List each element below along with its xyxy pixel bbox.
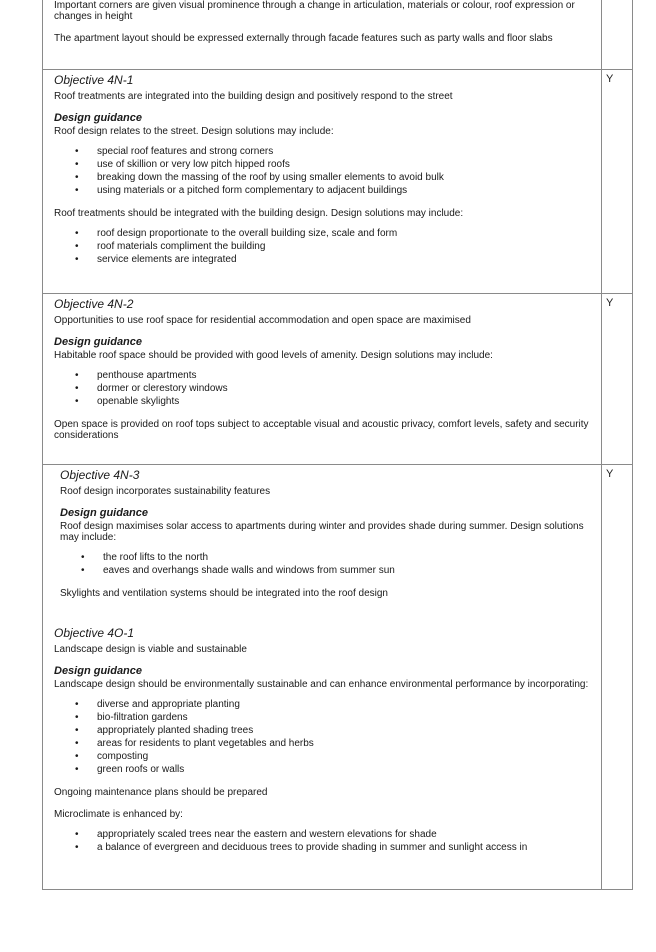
guidance-paragraph: Open space is provided on roof tops subject to acceptable visual and acoustic privacy, comfort levels, safety and security considerations xyxy=(54,419,589,441)
list-item: • using materials or a pitched form complementary to adjacent buildings xyxy=(54,184,594,197)
objective-statement: Roof design incorporates sustainability features xyxy=(60,486,271,497)
objective-title: Objective 4O-1 xyxy=(54,626,135,640)
intro-block xyxy=(54,0,594,44)
list-item: • the roof lifts to the north xyxy=(60,551,590,564)
design-guidance-heading: Design guidance xyxy=(54,665,143,677)
objective-statement: Opportunities to use roof space for residential accommodation and open space are maximised xyxy=(54,315,471,326)
design-guidance-heading: Design guidance xyxy=(54,336,143,348)
bullet-list xyxy=(60,551,590,577)
list-item: • areas for residents to plant vegetables and herbs xyxy=(54,737,594,750)
intro-paragraph: The apartment layout should be expressed externally through facade features such as party walls and floor slabs xyxy=(54,33,553,44)
compliance-mark: Y xyxy=(606,468,614,480)
objective-title: Objective 4N-3 xyxy=(60,468,140,482)
list-item: • dormer or clerestory windows xyxy=(54,382,594,395)
list-item: • bio-filtration gardens xyxy=(54,711,594,724)
objective-4n-1 xyxy=(54,73,594,266)
list-item: • service elements are integrated xyxy=(54,253,594,266)
guidance-intro: Landscape design should be environmentally sustainable and can enhance environmental performance by incorporating: xyxy=(54,679,589,690)
design-guidance-heading: Design guidance xyxy=(60,507,149,519)
table-right-border xyxy=(632,0,633,890)
list-item: • roof materials compliment the building xyxy=(54,240,594,253)
compliance-mark: Y xyxy=(606,297,614,309)
list-item: • composting xyxy=(54,750,594,763)
bullet-list xyxy=(54,145,594,197)
row-divider xyxy=(42,69,633,70)
objective-statement: Roof treatments are integrated into the building design and positively respond to the street xyxy=(54,91,453,102)
objective-4n-2 xyxy=(54,297,594,441)
bullet-list xyxy=(54,227,594,266)
list-item: • roof design proportionate to the overall building size, scale and form xyxy=(54,227,594,240)
table-bottom-border xyxy=(42,889,633,890)
list-item: • appropriately planted shading trees xyxy=(54,724,594,737)
guidance-intro: Roof design relates to the street. Design solutions may include: xyxy=(54,126,334,137)
guidance-intro: Habitable roof space should be provided with good levels of amenity. Design solutions may include: xyxy=(54,350,493,361)
list-item: • green roofs or walls xyxy=(54,763,594,776)
row-divider xyxy=(42,464,633,465)
list-item: • openable skylights xyxy=(54,395,594,408)
bullet-list xyxy=(54,369,594,408)
list-item: • special roof features and strong corners xyxy=(54,145,594,158)
list-item: • use of skillion or very low pitch hipped roofs xyxy=(54,158,594,171)
bullet-list xyxy=(54,828,594,854)
guidance-intro: Roof design maximises solar access to apartments during winter and provides shade during summer. Design solutions may include: xyxy=(60,521,584,543)
list-item: • appropriately scaled trees near the eastern and western elevations for shade xyxy=(54,828,594,841)
objective-4n-3 xyxy=(60,468,590,599)
guidance-paragraph: Roof treatments should be integrated with the building design. Design solutions may include: xyxy=(54,208,464,219)
table-left-border xyxy=(42,0,43,890)
objective-title: Objective 4N-1 xyxy=(54,73,134,87)
guidance-paragraph: Ongoing maintenance plans should be prepared xyxy=(54,787,268,798)
design-guidance-heading: Design guidance xyxy=(54,112,143,124)
objective-statement: Landscape design is viable and sustainable xyxy=(54,644,247,655)
list-item: • a balance of evergreen and deciduous trees to provide shading in summer and sunlight access in xyxy=(54,841,594,854)
list-item: • eaves and overhangs shade walls and windows from summer sun xyxy=(60,564,590,577)
list-item: • penthouse apartments xyxy=(54,369,594,382)
list-item: • breaking down the massing of the roof by using smaller elements to avoid bulk xyxy=(54,171,594,184)
objective-title: Objective 4N-2 xyxy=(54,297,134,311)
guidance-paragraph: Microclimate is enhanced by: xyxy=(54,809,183,820)
bullet-list xyxy=(54,698,594,776)
intro-paragraph: Important corners are given visual prominence through a change in articulation, materials or colour, roof expression or changes in height xyxy=(54,0,575,22)
row-divider xyxy=(42,293,633,294)
objective-4o-1 xyxy=(54,626,594,854)
compliance-mark: Y xyxy=(606,73,614,85)
guidance-paragraph: Skylights and ventilation systems should be integrated into the roof design xyxy=(60,588,388,599)
list-item: • diverse and appropriate planting xyxy=(54,698,594,711)
column-divider xyxy=(601,0,602,890)
